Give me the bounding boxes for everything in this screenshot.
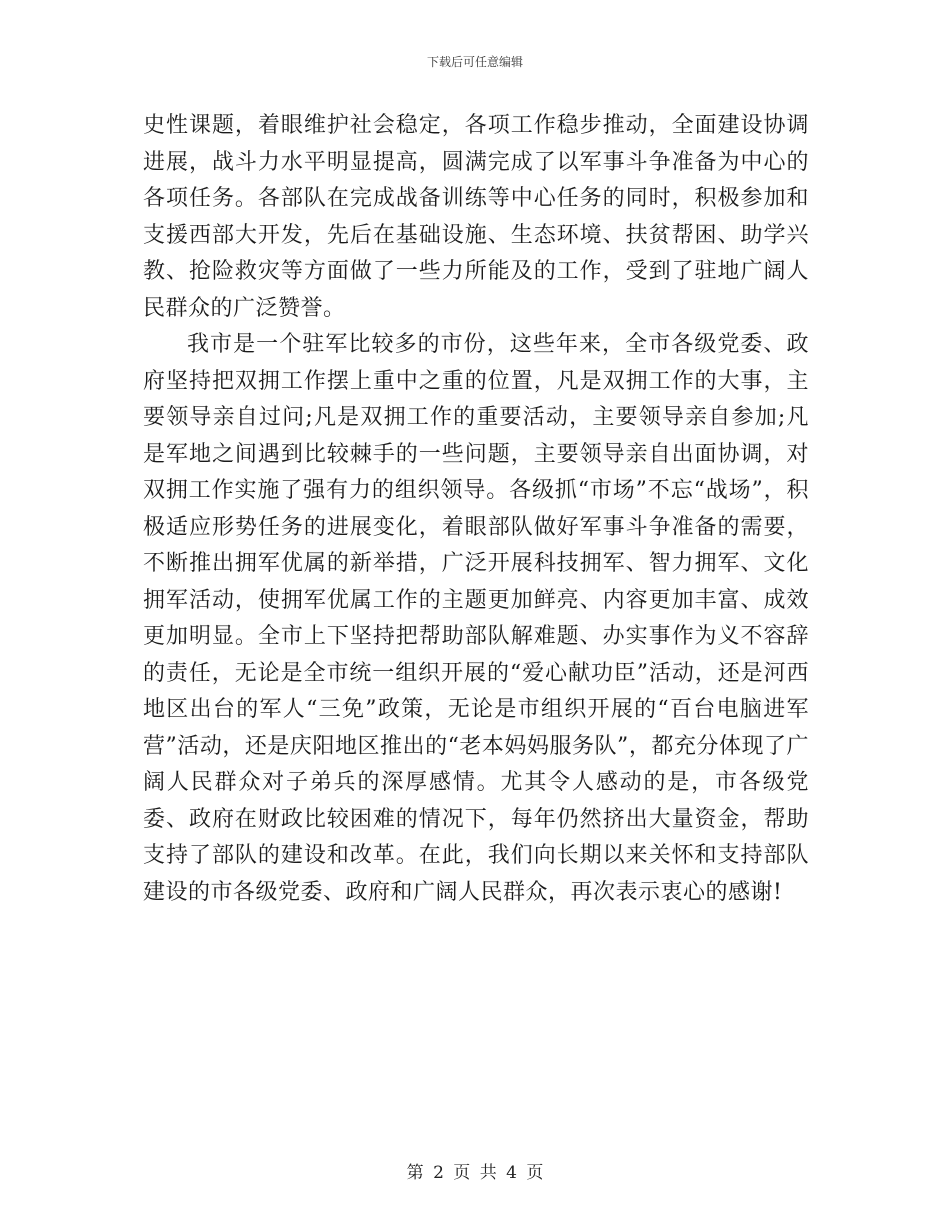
paragraph-main: 我市是一个驻军比较多的市份，这些年来，全市各级党委、政府坚持把双拥工作摆上重中之重的位置，凡是双拥工作的大事，主要领导亲自过问;凡是双拥工作的重要活动，主要领导亲自参加;凡是军地之间遇到比较棘手的一些问题，主要领导亲自出面协调，对双拥工作实施了强有力的组织领导。各级抓“市场”不忘“战场”，积极适应形势任务的进展变化，着眼部队做好军事斗争准备的需要，不断推出拥军优属的新举措，广泛开展科技拥军、智力拥军、文化拥军活动，使拥军优属工作的主题更加鲜亮、内容更加丰富、成效更加明显。全市上下坚持把帮助部队解难题、办实事作为义不容辞的责任，无论是全市统一组织开展的“爱心献功臣”活动，还是河西地区出台的军人“三免”政策，无论是市组织开展的“百台电脑进军营”活动，还是庆阳地区推出的“老本妈妈服务队”，都充分体现了广阔人民群众对子弟兵的深厚感情。尤其令人感动的是，市各级党委、政府在财政比较困难的情况下，每年仍然挤出大量资金，帮助支持了部队的建设和改革。在此，我们向长期以来关怀和支持部队建设的市各级党委、政府和广阔人民群众，再次表示衷心的感谢! bbox=[143, 332, 809, 905]
page-header-note: 下载后可任意编辑 bbox=[426, 55, 523, 69]
document-body bbox=[143, 108, 809, 911]
paragraph-continuation: 史性课题，着眼维护社会稳定，各项工作稳步推动，全面建设协调进展，战斗力水平明显提高，圆满完成了以军事斗争准备为中心的各项任务。各部队在完成战备训练等中心任务的同时，积极参加和支援西部大开发，先后在基础设施、生态环境、扶贫帮困、助学兴教、抢险救灾等方面做了一些力所能及的工作，受到了驻地广阔人民群众的广泛赞誉。 bbox=[143, 113, 809, 321]
page-number-footer: 第 2 页 共 4 页 bbox=[406, 1163, 544, 1183]
